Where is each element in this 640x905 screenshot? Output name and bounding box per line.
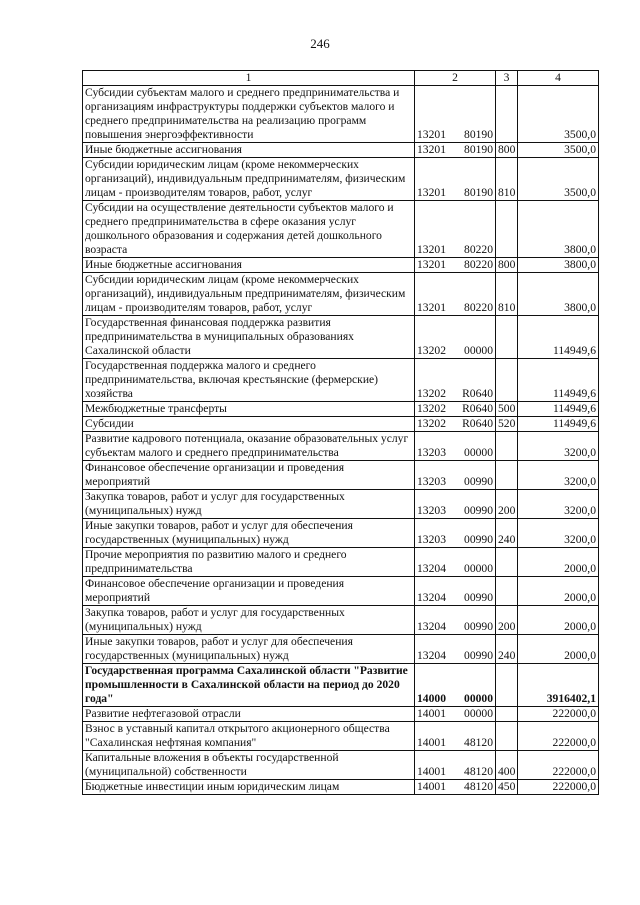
table-row [83, 359, 599, 402]
row-amount: 3500,0 [518, 158, 599, 201]
program-code: 13204 [417, 649, 446, 662]
row-amount: 222000,0 [518, 780, 599, 795]
row-code [415, 316, 496, 359]
row-expense-type [496, 359, 518, 402]
row-code [415, 548, 496, 577]
direction-code: 80220 [464, 301, 493, 314]
program-code: 13203 [417, 533, 446, 546]
row-amount: 222000,0 [518, 707, 599, 722]
row-code [415, 490, 496, 519]
row-name: Взнос в уставный капитал открытого акционерного общества "Сахалинская нефтяная компания" [83, 722, 415, 751]
row-code [415, 359, 496, 402]
direction-code: 80190 [464, 143, 493, 156]
row-name: Иные закупки товаров, работ и услуг для обеспечения государственных (муниципальных) нужд [83, 519, 415, 548]
row-name: Иные закупки товаров, работ и услуг для обеспечения государственных (муниципальных) нужд [83, 635, 415, 664]
direction-code: 00000 [464, 692, 493, 705]
direction-code: R0640 [462, 387, 493, 400]
row-amount: 3200,0 [518, 461, 599, 490]
direction-code: 00990 [464, 649, 493, 662]
program-code: 13202 [417, 417, 446, 430]
row-code [415, 722, 496, 751]
row-expense-type: 810 [496, 273, 518, 316]
row-amount: 2000,0 [518, 577, 599, 606]
row-expense-type: 800 [496, 258, 518, 273]
row-code [415, 707, 496, 722]
table-row [83, 417, 599, 432]
direction-code: 00000 [464, 707, 493, 720]
row-expense-type [496, 577, 518, 606]
row-amount: 222000,0 [518, 722, 599, 751]
row-amount: 3200,0 [518, 432, 599, 461]
direction-code: 80220 [464, 243, 493, 256]
row-code [415, 519, 496, 548]
program-code: 14001 [417, 707, 446, 720]
row-expense-type: 200 [496, 490, 518, 519]
budget-table [82, 70, 599, 795]
row-name: Субсидии на осуществление деятельности субъектов малого и среднего предпринимательства в сфере оказания услуг дошкольного образования и содержания детей дошкольного возраста [83, 201, 415, 258]
direction-code: 48120 [464, 780, 493, 793]
table-row [83, 316, 599, 359]
program-code: 13204 [417, 562, 446, 575]
row-amount: 3800,0 [518, 258, 599, 273]
table-row [83, 722, 599, 751]
row-name: Развитие нефтегазовой отрасли [83, 707, 415, 722]
table-row [83, 707, 599, 722]
program-code: 13201 [417, 143, 446, 156]
row-code [415, 402, 496, 417]
program-code: 14001 [417, 780, 446, 793]
row-code [415, 273, 496, 316]
row-name: Капитальные вложения в объекты государственной (муниципальной) собственности [83, 751, 415, 780]
direction-code: 00990 [464, 475, 493, 488]
row-amount: 114949,6 [518, 359, 599, 402]
table-row [83, 664, 599, 707]
direction-code: 00990 [464, 504, 493, 517]
row-amount: 3200,0 [518, 519, 599, 548]
program-code: 14000 [417, 692, 446, 705]
program-code: 14001 [417, 765, 446, 778]
direction-code: 00000 [464, 446, 493, 459]
program-code: 13201 [417, 301, 446, 314]
row-amount: 222000,0 [518, 751, 599, 780]
header-col-3: 3 [496, 71, 518, 86]
row-code [415, 201, 496, 258]
program-code: 13203 [417, 504, 446, 517]
row-name: Государственная программа Сахалинской области "Развитие промышленности в Сахалинской области на период до 2020 года" [83, 664, 415, 707]
row-amount: 3800,0 [518, 273, 599, 316]
row-name: Финансовое обеспечение организации и проведения мероприятий [83, 577, 415, 606]
direction-code: R0640 [462, 402, 493, 415]
row-expense-type [496, 316, 518, 359]
row-code [415, 461, 496, 490]
program-code: 13202 [417, 402, 446, 415]
row-expense-type [496, 432, 518, 461]
row-amount: 2000,0 [518, 606, 599, 635]
row-code [415, 780, 496, 795]
row-amount: 2000,0 [518, 548, 599, 577]
row-amount: 3500,0 [518, 143, 599, 158]
direction-code: 00990 [464, 591, 493, 604]
table-row [83, 143, 599, 158]
row-expense-type [496, 86, 518, 143]
program-code: 14001 [417, 736, 446, 749]
table-row [83, 201, 599, 258]
row-expense-type: 810 [496, 158, 518, 201]
header-col-4: 4 [518, 71, 599, 86]
row-code [415, 635, 496, 664]
row-name: Развитие кадрового потенциала, оказание образовательных услуг субъектам малого и среднего предпринимательства [83, 432, 415, 461]
program-code: 13204 [417, 620, 446, 633]
row-amount: 114949,6 [518, 402, 599, 417]
row-expense-type: 800 [496, 143, 518, 158]
row-amount: 2000,0 [518, 635, 599, 664]
row-code [415, 158, 496, 201]
program-code: 13201 [417, 243, 446, 256]
row-name: Иные бюджетные ассигнования [83, 143, 415, 158]
row-amount: 114949,6 [518, 316, 599, 359]
program-code: 13203 [417, 446, 446, 459]
row-expense-type: 520 [496, 417, 518, 432]
program-code: 13204 [417, 591, 446, 604]
row-expense-type: 240 [496, 519, 518, 548]
table-row [83, 780, 599, 795]
program-code: 13203 [417, 475, 446, 488]
direction-code: 00990 [464, 533, 493, 546]
program-code: 13202 [417, 387, 446, 400]
table-row [83, 577, 599, 606]
row-code [415, 432, 496, 461]
table-row [83, 402, 599, 417]
direction-code: 80190 [464, 128, 493, 141]
row-expense-type [496, 707, 518, 722]
table-row [83, 86, 599, 143]
row-amount: 3500,0 [518, 86, 599, 143]
row-expense-type [496, 722, 518, 751]
program-code: 13201 [417, 186, 446, 199]
direction-code: 80190 [464, 186, 493, 199]
row-name: Закупка товаров, работ и услуг для государственных (муниципальных) нужд [83, 606, 415, 635]
row-name: Государственная поддержка малого и среднего предпринимательства, включая крестьянские (фермерские) хозяйства [83, 359, 415, 402]
program-code: 13201 [417, 258, 446, 271]
row-code [415, 577, 496, 606]
row-amount: 3200,0 [518, 490, 599, 519]
row-expense-type: 240 [496, 635, 518, 664]
direction-code: 48120 [464, 736, 493, 749]
row-expense-type: 450 [496, 780, 518, 795]
program-code: 13201 [417, 128, 446, 141]
row-name: Государственная финансовая поддержка развития предпринимательства в муниципальных образованиях Сахалинской области [83, 316, 415, 359]
table-row [83, 258, 599, 273]
row-expense-type [496, 664, 518, 707]
row-name: Закупка товаров, работ и услуг для государственных (муниципальных) нужд [83, 490, 415, 519]
row-expense-type: 400 [496, 751, 518, 780]
table-row [83, 606, 599, 635]
table-row [83, 635, 599, 664]
direction-code: 48120 [464, 765, 493, 778]
direction-code: 00000 [464, 344, 493, 357]
row-name: Субсидии юридическим лицам (кроме некоммерческих организаций), индивидуальным предпринимателям, физическим лицам - производителям товаров, работ, услуг [83, 158, 415, 201]
row-name: Субсидии субъектам малого и среднего предпринимательства и организациям инфраструктуры поддержки субъектов малого и среднего предпринимательства на реализацию программ повышения энергоэффективности [83, 86, 415, 143]
row-name: Межбюджетные трансферты [83, 402, 415, 417]
table-body [83, 86, 599, 795]
table-row [83, 432, 599, 461]
header-col-1: 1 [83, 71, 415, 86]
table-row [83, 519, 599, 548]
table-row [83, 273, 599, 316]
row-name: Финансовое обеспечение организации и проведения мероприятий [83, 461, 415, 490]
row-amount: 3916402,1 [518, 664, 599, 707]
row-code [415, 664, 496, 707]
table-row [83, 751, 599, 780]
table-row [83, 158, 599, 201]
direction-code: 00000 [464, 562, 493, 575]
header-row [83, 71, 599, 86]
direction-code: 80220 [464, 258, 493, 271]
table-row [83, 548, 599, 577]
direction-code: 00990 [464, 620, 493, 633]
header-col-2: 2 [415, 71, 496, 86]
program-code: 13202 [417, 344, 446, 357]
row-name: Иные бюджетные ассигнования [83, 258, 415, 273]
row-name: Прочие мероприятия по развитию малого и среднего предпринимательства [83, 548, 415, 577]
row-amount: 3800,0 [518, 201, 599, 258]
row-amount: 114949,6 [518, 417, 599, 432]
table-row [83, 490, 599, 519]
row-code [415, 86, 496, 143]
row-code [415, 751, 496, 780]
row-expense-type: 500 [496, 402, 518, 417]
row-expense-type [496, 548, 518, 577]
row-expense-type [496, 461, 518, 490]
row-name: Субсидии [83, 417, 415, 432]
row-name: Субсидии юридическим лицам (кроме некоммерческих организаций), индивидуальным предпринимателям, физическим лицам - производителям товаров, работ, услуг [83, 273, 415, 316]
table-row [83, 461, 599, 490]
row-expense-type: 200 [496, 606, 518, 635]
row-code [415, 143, 496, 158]
row-expense-type [496, 201, 518, 258]
row-name: Бюджетные инвестиции иным юридическим лицам [83, 780, 415, 795]
row-code [415, 258, 496, 273]
row-code [415, 417, 496, 432]
direction-code: R0640 [462, 417, 493, 430]
page-number: 246 [310, 36, 330, 51]
row-code [415, 606, 496, 635]
